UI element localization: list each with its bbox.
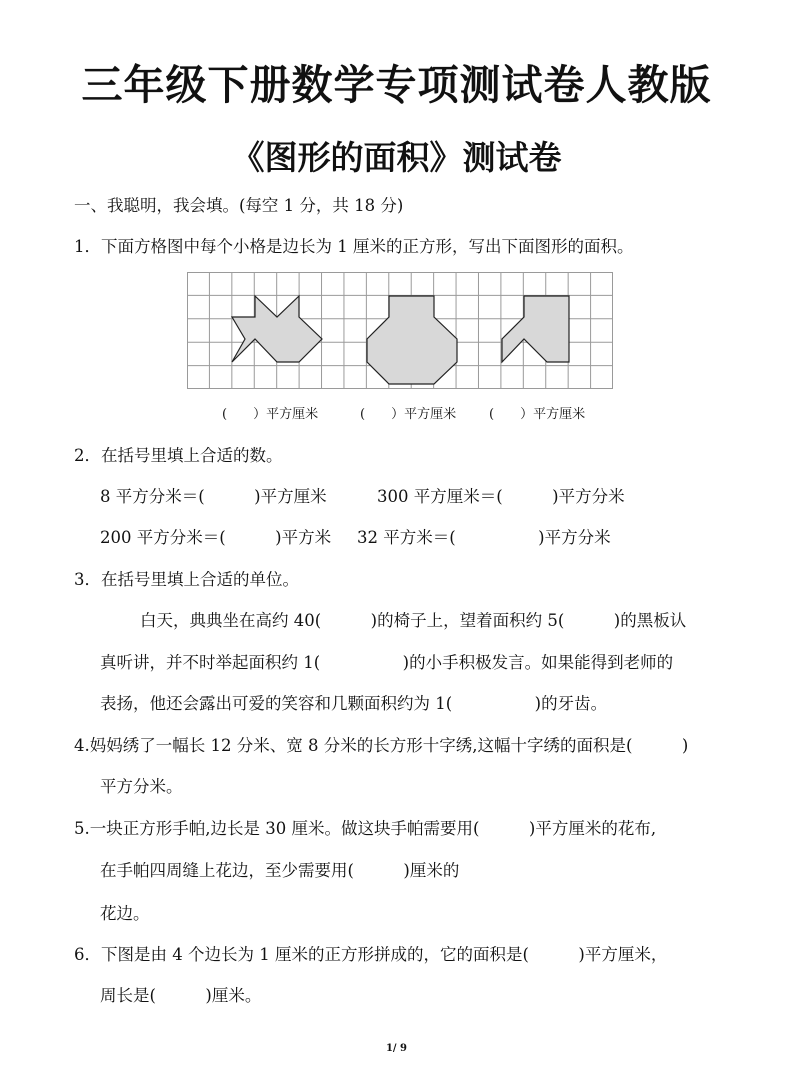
q6-line-2: 周长是( )厘米。 [100,986,262,1005]
answer-caption-2: ( ）平方厘米 [360,407,457,422]
q5-line-3: 花边。 [100,904,150,923]
question-1: 1．下面方格图中每个小格是边长为 1 厘米的正方形，写出下面图形的面积。 [74,237,634,256]
q3-line-1: 白天，典典坐在高约 40( )的椅子上，望着面积约 5( )的黑板认 [140,611,687,630]
page-number: 1/ 9 [385,1043,408,1054]
question-3: 3．在括号里填上合适的单位。 [74,570,299,589]
question-4: 4.妈妈绣了一幅长 12 分米、宽 8 分米的长方形十字绣,这幅十字绣的面积是( ) [74,736,689,755]
shape-3 [502,296,569,362]
question-6: 6．下图是由 4 个边长为 1 厘米的正方形拼成的，它的面积是( )平方厘米， [74,945,668,964]
shape-2 [367,296,457,384]
answer-caption-3: ( ）平方厘米 [489,407,586,422]
grid-figure [187,272,613,389]
q2-blank-4: 32 平方米＝( )平方分米 [357,528,611,547]
q2-blank-3: 200 平方分米＝( )平方米 [100,528,332,547]
question-2: 2．在括号里填上合适的数。 [74,446,283,465]
section-heading: 一、我聪明，我会填。(每空 1 分，共 18 分) [74,196,404,215]
question-5: 5.一块正方形手帕,边长是 30 厘米。做这块手帕需要用( )平方厘米的花布, [74,819,657,838]
q2-blank-2: 300 平方厘米＝( )平方分米 [377,487,625,506]
q3-line-3: 表扬，他还会露出可爱的笑容和几颗面积约为 1( )的牙齿。 [100,694,608,713]
page-title: 三年级下册数学专项测试卷人教版 [81,61,712,109]
q2-blank-1: 8 平方分米＝( )平方厘米 [100,487,327,506]
q4-line-2: 平方分米。 [100,777,183,796]
q3-line-2: 真听讲，并不时举起面积约 1( )的小手积极发言。如果能得到老师的 [100,653,674,672]
answer-caption-1: ( ）平方厘米 [222,407,319,422]
page-subtitle: 《图形的面积》测试卷 [231,138,562,177]
q5-line-2: 在手帕四周缝上花边，至少需要用( )厘米的 [100,861,460,880]
